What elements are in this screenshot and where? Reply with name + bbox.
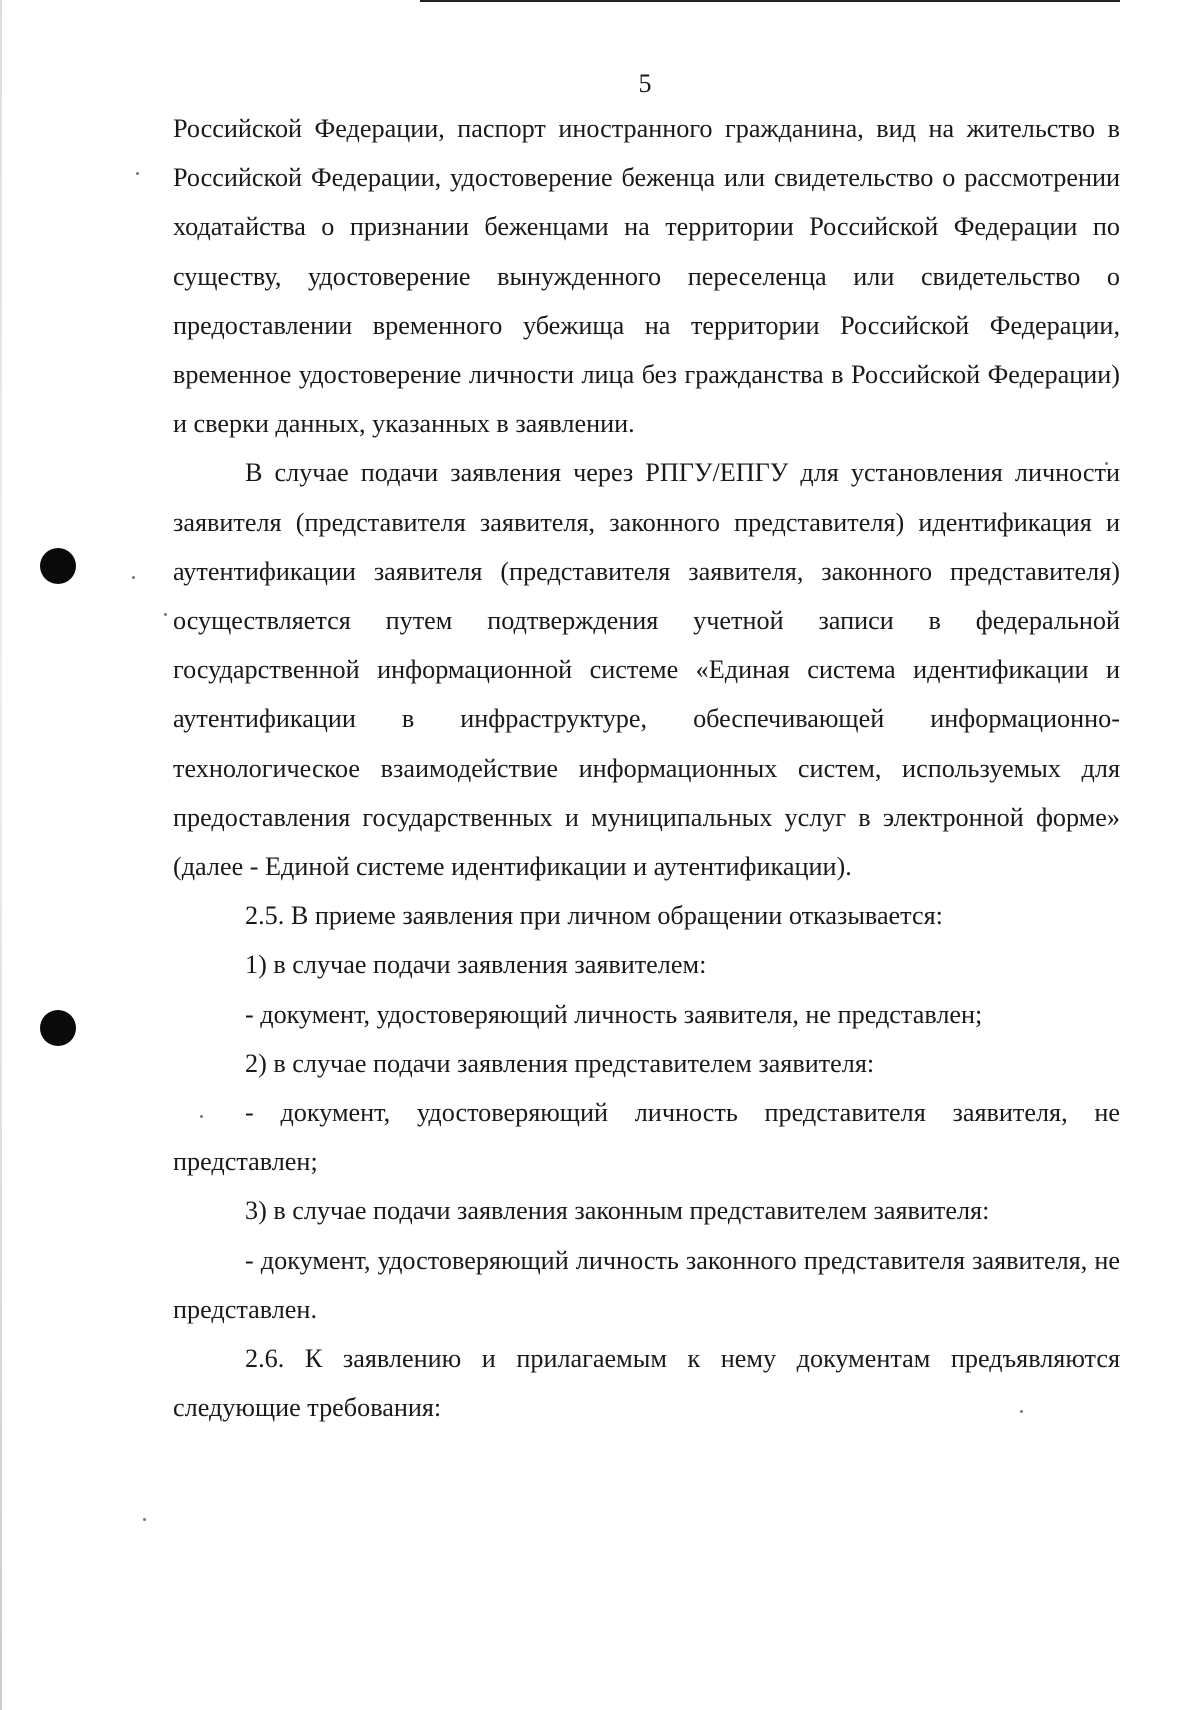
punch-hole-lower — [40, 1010, 76, 1046]
paragraph-case-2-item: - документ, удостоверяющий личность представителя заявителя, не представлен; — [173, 1098, 1120, 1177]
paragraph-case-1: 1) в случае подачи заявления заявителем: — [245, 950, 707, 980]
scan-border-top — [420, 0, 1120, 2]
paragraph-case-3: 3) в случае подачи заявления законным представителем заявителя: — [245, 1196, 990, 1226]
punch-hole-upper — [40, 548, 76, 584]
paragraph-case-3-item: - документ, удостоверяющий личность законного представителя заявителя, не представлен. — [173, 1245, 1120, 1324]
scan-speck — [164, 613, 167, 616]
paragraph-id-documents: Российской Федерации, паспорт иностранного гражданина, вид на жительство в Российской Федерации, удостоверение беженца или свидетельство о рассмотрении ходатайства о признании беженцами на территории Российской Федерации по существу, удостоверение вынужденного переселенца или свидетельство о предоставлении временного убежища на территории Российской Федерации, временное удостоверение личности лица без гражданства в Российской Федерации) и сверки данных, указанных в заявлении. — [173, 114, 1120, 439]
page-number: 5 — [638, 69, 652, 98]
scan-speck — [132, 576, 135, 579]
document-body — [173, 104, 1120, 1432]
scan-border-left — [0, 0, 2, 1710]
scan-speck — [143, 1518, 146, 1521]
paragraph-2-6-requirements: 2.6. К заявлению и прилагаемым к нему документам предъявляются следующие требования: — [173, 1344, 1120, 1423]
scan-speck — [136, 172, 139, 175]
paragraph-case-1-item: - документ, удостоверяющий личность заявителя, не представлен; — [245, 999, 983, 1029]
paragraph-case-2: 2) в случае подачи заявления представителем заявителя: — [245, 1048, 875, 1078]
paragraph-esia-identification: В случае подачи заявления через РПГУ/ЕПГУ для установления личности заявителя (представителя заявителя, законного представителя) идентификация и аутентификации заявителя (представителя заявителя, законного представителя) осуществляется путем подтверждения учетной записи в федеральной государственной информационной системе «Единая система идентификации и аутентификации в инфраструктуре, обеспечивающей информационно-технологическое взаимодействие информационных систем, используемых для предоставления государственных и муниципальных услуг в электронной форме» (далее - Единой системе идентификации и аутентификации). — [173, 458, 1120, 882]
paragraph-2-5-refusal: 2.5. В приеме заявления при личном обращении отказывается: — [245, 901, 943, 931]
